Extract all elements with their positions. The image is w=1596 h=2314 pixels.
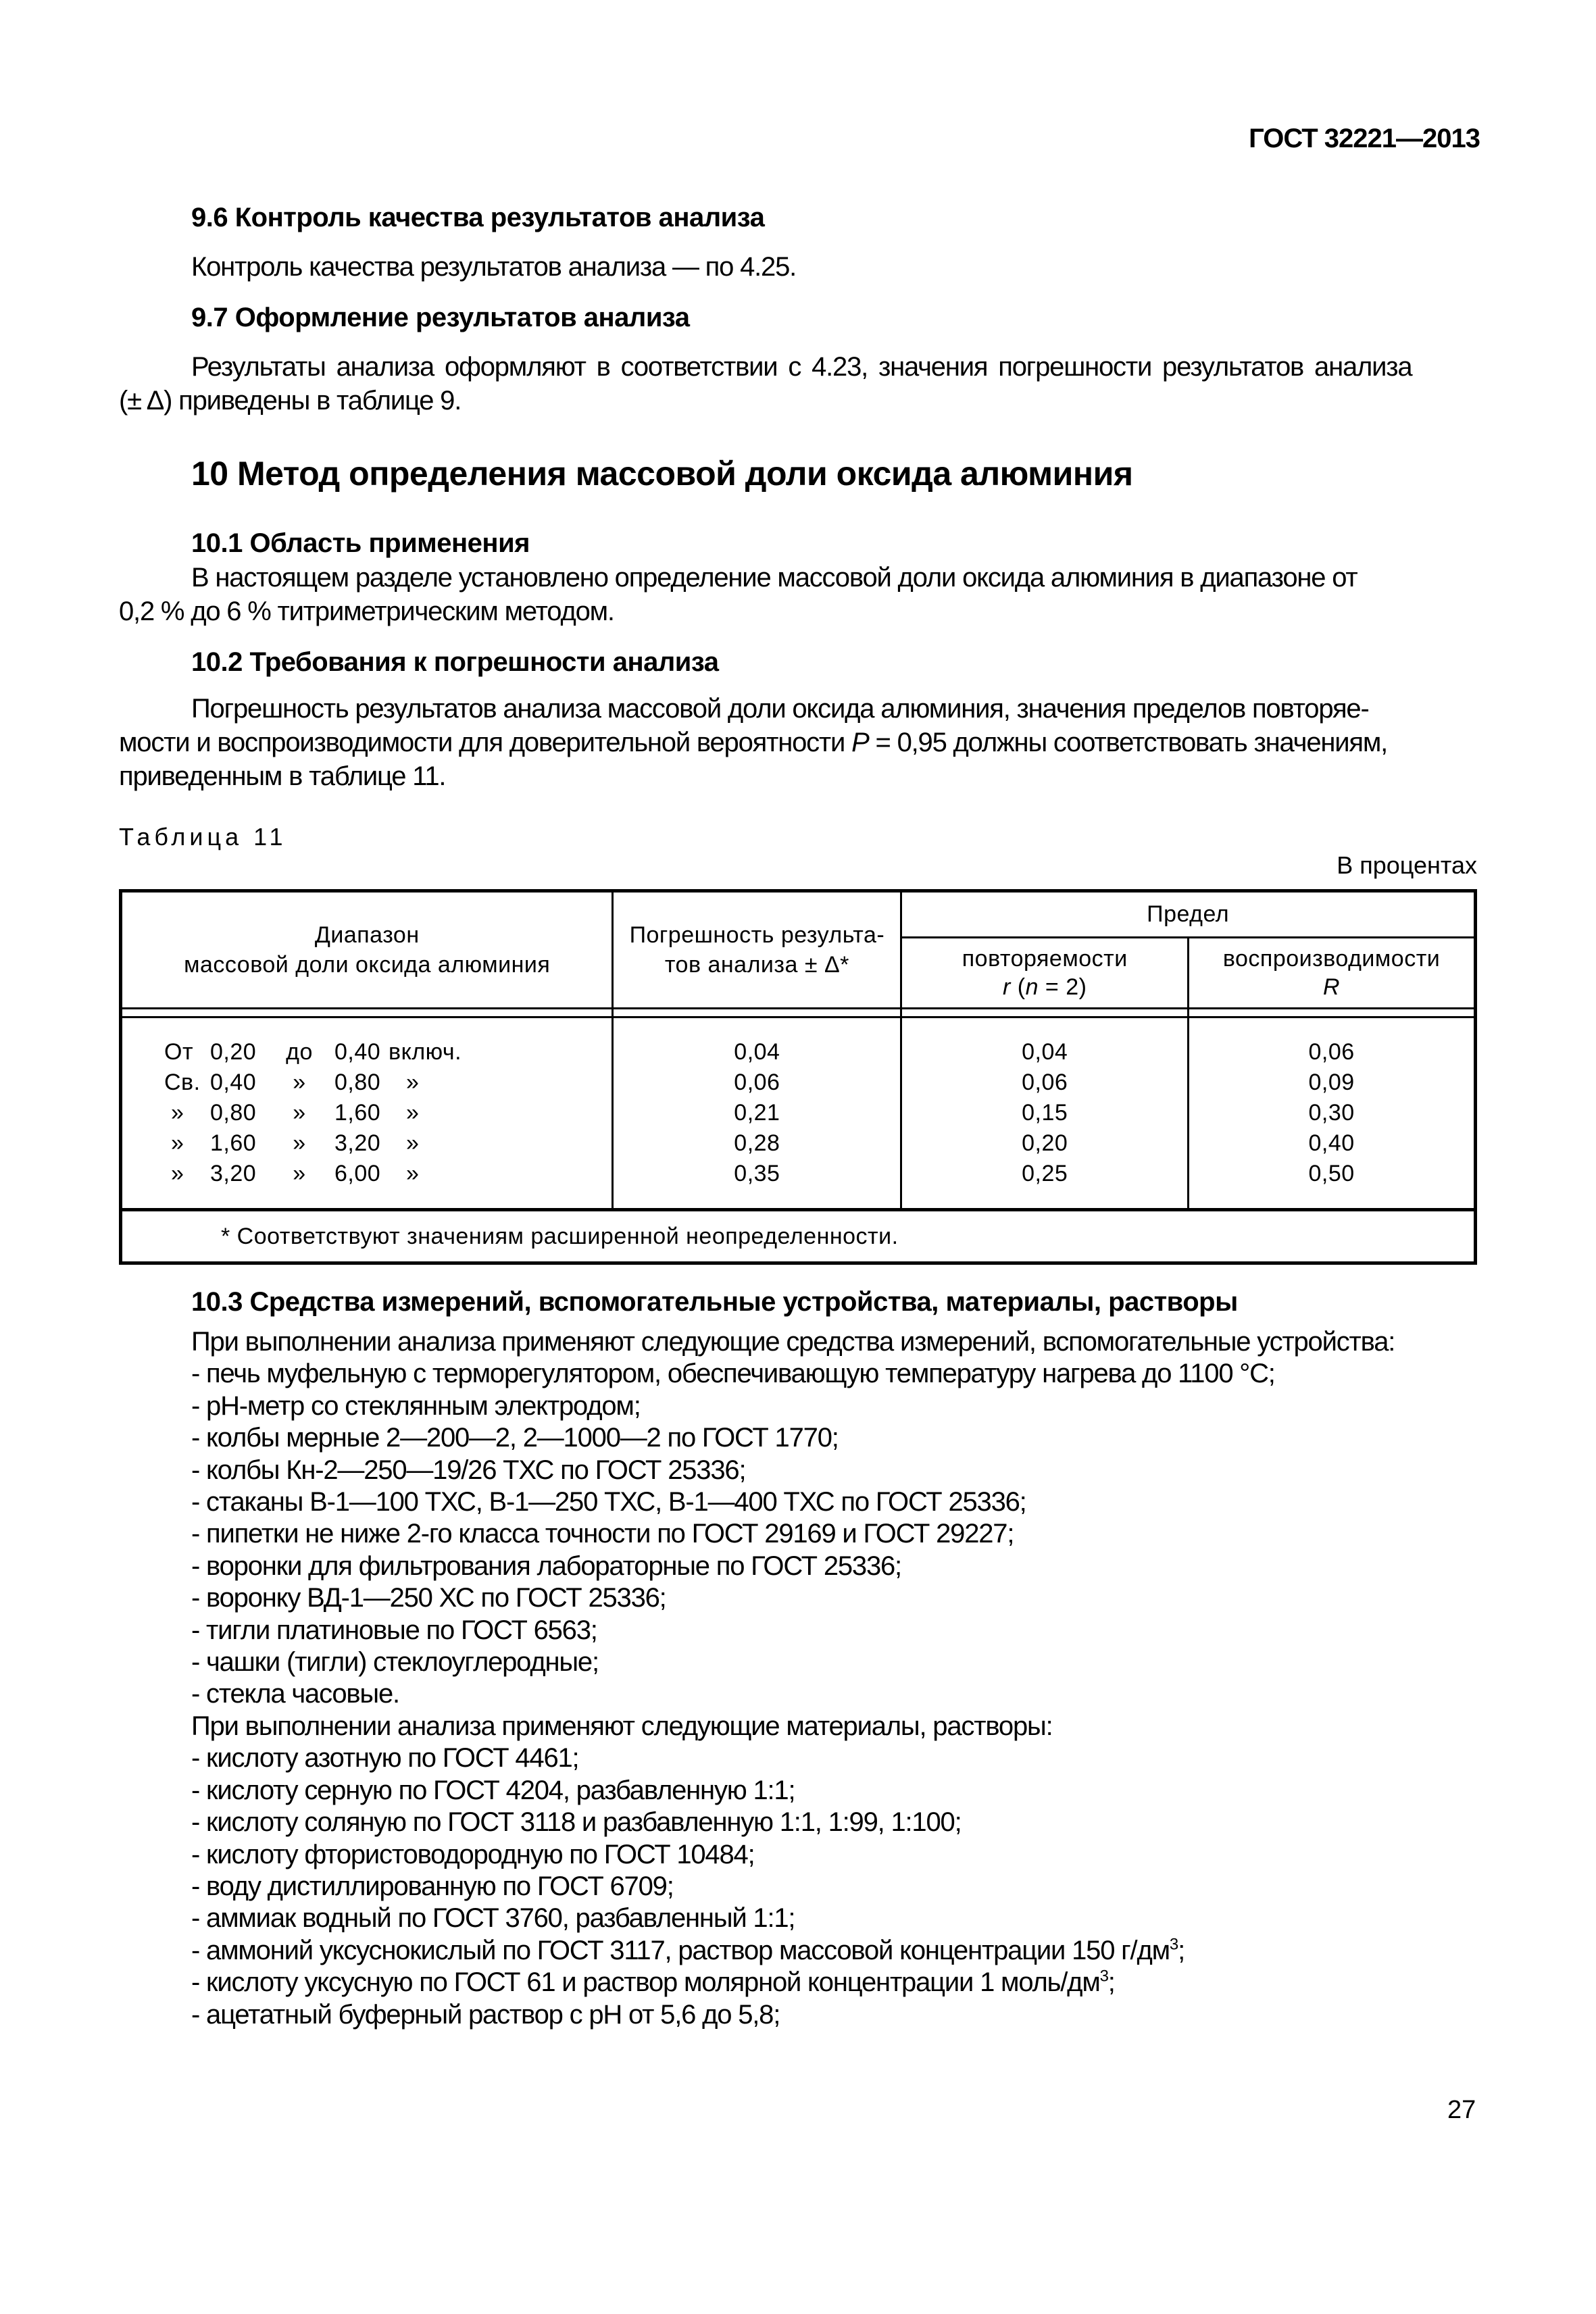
table-row-range-3 xyxy=(122,1128,612,1159)
section-9-6-text: Контроль качества результатов анализа — по 4.25. xyxy=(191,252,797,282)
header-repeatability-label: повторяемости xyxy=(962,946,1128,972)
table-row-range-0 xyxy=(122,1037,612,1067)
header-reproducibility-symbol xyxy=(1189,973,1474,1001)
item-text: - кислоту уксусную по ГОСТ 61 и раствор молярной концентрации 1 моль/дм xyxy=(191,1967,1100,1998)
item-text: - аммоний уксуснокислый по ГОСТ 3117, раствор массовой концентрации 150 г/дм xyxy=(191,1935,1170,1965)
list-item: - воду дистиллированную по ГОСТ 6709; xyxy=(191,1871,674,1901)
header-error-line1: Погрешность результа- xyxy=(629,922,885,948)
list-item: - воронку ВД-1—250 ХС по ГОСТ 25336; xyxy=(191,1583,666,1613)
header-range-line1: Диапазон xyxy=(314,922,420,948)
range-suffix: » xyxy=(406,1161,420,1186)
item-tail: ; xyxy=(1178,1935,1184,1965)
range-sep: » xyxy=(293,1161,306,1186)
range-to: 1,60 xyxy=(334,1100,381,1126)
header-range-line2: массовой доли оксида алюминия xyxy=(184,952,551,978)
range-from: 0,40 xyxy=(210,1070,257,1095)
header-reproducibility xyxy=(1189,938,1476,1009)
range-suffix: » xyxy=(406,1130,420,1156)
table-units: В процентах xyxy=(1337,851,1477,879)
list-item: - аммиак водный по ГОСТ 3760, разбавленный 1:1; xyxy=(191,1903,795,1934)
reproducibility-value: 0,06 xyxy=(1308,1039,1355,1065)
table-11 xyxy=(119,889,1477,1265)
item-tail: ; xyxy=(1107,1967,1115,1998)
confidence-variable: P xyxy=(851,728,869,757)
range-suffix: » xyxy=(406,1070,420,1095)
list-item: - тигли платиновые по ГОСТ 6563; xyxy=(191,1615,597,1645)
range-prefix: От xyxy=(164,1039,194,1065)
repeatability-value: 0,04 xyxy=(1022,1039,1068,1065)
range-column xyxy=(121,1017,613,1210)
list-item: - кислоту фтористоводородную по ГОСТ 10484; xyxy=(191,1839,755,1869)
table-row-range-4 xyxy=(122,1159,612,1189)
repeatability-value: 0,25 xyxy=(1022,1161,1068,1186)
repeatability-value: 0,20 xyxy=(1022,1130,1068,1156)
header-repeatability-symbol: r (n = 2) xyxy=(1002,974,1087,1001)
standard-id-header: ГОСТ 32221—2013 xyxy=(1249,124,1480,153)
range-prefix: » xyxy=(171,1130,184,1156)
equipment-intro: При выполнении анализа применяют следующие средства измерений, вспомогательные устройства: xyxy=(191,1327,1395,1357)
range-to: 6,00 xyxy=(334,1161,381,1186)
list-item: - колбы Кн-2—250—19/26 ТХС по ГОСТ 25336; xyxy=(191,1455,746,1485)
page-number: 27 xyxy=(1447,2096,1476,2124)
range-to: 0,40 xyxy=(334,1039,381,1065)
section-9-7-title: 9.7 Оформление результатов анализа xyxy=(191,303,690,332)
error-value: 0,21 xyxy=(734,1100,780,1126)
range-sep: » xyxy=(293,1100,306,1126)
superscript: 3 xyxy=(1169,1935,1178,1954)
section-10-3-title: 10.3 Средства измерений, вспомогательные устройства, материалы, растворы xyxy=(191,1287,1238,1317)
header-limit: Предел xyxy=(901,891,1476,938)
section-10-2-line1: Погрешность результатов анализа массовой доли оксида алюминия, значения пределов повторяе- xyxy=(191,694,1369,724)
range-sep: » xyxy=(293,1070,306,1095)
list-item: - стекла часовые. xyxy=(191,1679,399,1709)
sym-n: n xyxy=(1025,974,1039,1001)
list-item: - кислоту азотную по ГОСТ 4461; xyxy=(191,1743,579,1774)
reproducibility-value: 0,30 xyxy=(1308,1100,1355,1126)
list-item: - воронки для фильтрования лабораторные по ГОСТ 25336; xyxy=(191,1551,901,1581)
error-column xyxy=(613,1017,901,1210)
list-item xyxy=(191,1967,1478,1998)
sym-rest: = 2) xyxy=(1038,974,1087,1001)
list-item xyxy=(191,1935,1478,1967)
line2-part-a: мости и воспроизводимости для доверительной вероятности xyxy=(119,728,852,757)
error-value: 0,06 xyxy=(734,1070,780,1095)
header-repeatability xyxy=(901,938,1189,1009)
range-sep: » xyxy=(293,1130,306,1156)
header-range xyxy=(121,891,613,1009)
error-value: 0,28 xyxy=(734,1130,780,1156)
list-item: - ацетатный буферный раствор с рН от 5,6 до 5,8; xyxy=(191,1999,780,2030)
sym-r: r xyxy=(1002,974,1011,1001)
range-to: 0,80 xyxy=(334,1070,381,1095)
section-10-2-title: 10.2 Требования к погрешности анализа xyxy=(191,647,719,677)
header-error xyxy=(613,891,901,1009)
list-item: - чашки (тигли) стеклоуглеродные; xyxy=(191,1647,599,1678)
list-item: - пипетки не ниже 2-го класса точности по ГОСТ 29169 и ГОСТ 29227; xyxy=(191,1519,1014,1549)
range-from: 3,20 xyxy=(210,1161,257,1186)
list-item: - кислоту соляную по ГОСТ 3118 и разбавленную 1:1, 1:99, 1:100; xyxy=(191,1807,962,1838)
range-to: 3,20 xyxy=(334,1130,381,1156)
section-9-6-title: 9.6 Контроль качества результатов анализа xyxy=(191,203,765,232)
reproducibility-value: 0,09 xyxy=(1308,1070,1355,1095)
section-10-1-line1: В настоящем разделе установлено определение массовой доли оксида алюминия в диапазоне от xyxy=(191,563,1357,593)
range-prefix: » xyxy=(171,1100,184,1126)
error-value: 0,04 xyxy=(734,1039,780,1065)
reproducibility-column xyxy=(1189,1017,1476,1210)
table-caption: Таблица 11 xyxy=(119,823,287,851)
range-suffix: » xyxy=(406,1100,420,1126)
section-10-2-text xyxy=(119,692,1477,793)
section-10-title: 10 Метод определения массовой доли оксида алюминия xyxy=(191,455,1133,493)
reproducibility-value: 0,50 xyxy=(1308,1161,1355,1186)
table-row-range-1 xyxy=(122,1067,612,1098)
range-suffix: включ. xyxy=(389,1039,462,1065)
list-item: - стаканы В-1—100 ТХС, В-1—250 ТХС, В-1—400 ТХС по ГОСТ 25336; xyxy=(191,1487,1026,1517)
table-footnote: * Соответствуют значениям расширенной неопределенности. xyxy=(121,1210,1476,1263)
section-10-1-title: 10.1 Область применения xyxy=(191,528,530,558)
section-10-3-list xyxy=(191,1326,1478,2031)
superscript: 3 xyxy=(1099,1967,1108,1986)
sym-R: R xyxy=(1323,974,1341,1001)
list-item: - колбы мерные 2—200—2, 2—1000—2 по ГОСТ 1770; xyxy=(191,1423,839,1453)
list-item: - печь муфельную с терморегулятором, обеспечивающую температуру нагрева до 1100 °С; xyxy=(191,1359,1275,1389)
range-prefix: » xyxy=(171,1161,184,1186)
error-value: 0,35 xyxy=(734,1161,780,1186)
section-10-2-line2 xyxy=(119,726,1477,759)
header-reproducibility-label: воспроизводимости xyxy=(1222,946,1441,972)
range-prefix: Св. xyxy=(164,1070,201,1095)
section-9-7-text xyxy=(119,350,1477,418)
repeatability-column xyxy=(901,1017,1189,1210)
line2-part-b: = 0,95 должны соответствовать значениям, xyxy=(868,728,1388,757)
range-from: 0,20 xyxy=(210,1039,257,1065)
section-10-1-line2: 0,2 % до 6 % титриметрическим методом. xyxy=(119,597,614,626)
section-10-2-line3: приведенным в таблице 11. xyxy=(119,761,446,791)
repeatability-value: 0,15 xyxy=(1022,1100,1068,1126)
header-error-line2: тов анализа ± Δ* xyxy=(664,952,849,978)
section-10-1-text xyxy=(119,561,1477,628)
section-9-7-line1: Результаты анализа оформляют в соответствии с 4.23, значения погрешности результатов анализа xyxy=(191,352,1412,382)
materials-intro: При выполнении анализа применяют следующие материалы, растворы: xyxy=(191,1711,1053,1741)
range-from: 0,80 xyxy=(210,1100,257,1126)
list-item: - кислоту серную по ГОСТ 4204, разбавленную 1:1; xyxy=(191,1775,795,1805)
section-9-7-line2: (± Δ) приведены в таблице 9. xyxy=(119,386,462,416)
repeatability-value: 0,06 xyxy=(1022,1070,1068,1095)
table-row-range-2 xyxy=(122,1098,612,1128)
reproducibility-value: 0,40 xyxy=(1308,1130,1355,1156)
list-item: - рН-метр со стеклянным электродом; xyxy=(191,1390,641,1421)
range-from: 1,60 xyxy=(210,1130,257,1156)
range-sep: до xyxy=(286,1039,313,1065)
